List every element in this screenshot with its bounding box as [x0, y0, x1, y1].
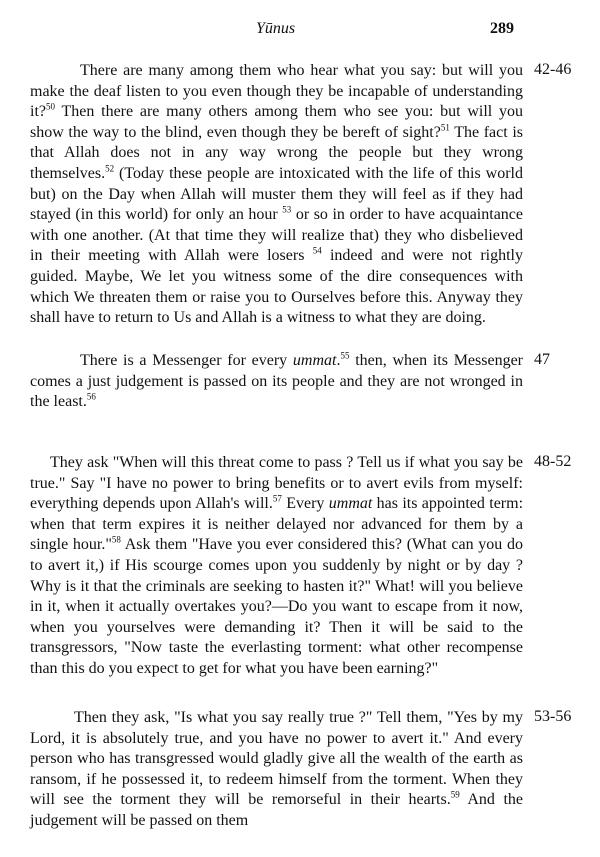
footnote-ref: 58 [111, 535, 121, 546]
text-run: And the judgement will be passed on them [30, 791, 523, 829]
paragraph-53-56 [30, 708, 523, 832]
text-run: indeed and were not rightly guided. Maybe, We let you witness some of the dire consequences with which We threaten them or raise you to Ourselves before this. Anyway they shall have to return to Us and Allah is a witness to what they are doing. [30, 247, 524, 327]
text-run: or so in order to have acquaintance with one another. (At that time they will realize that) they who disbelieved in their meeting with Allah were losers [30, 206, 524, 265]
text-run: Then there are many others among them who see you: but will you show the way to the blind, even though they be bereft of sight? [30, 103, 523, 141]
running-title: Yūnus [256, 20, 296, 37]
footnote-ref: 55 [340, 350, 350, 361]
footnote-ref: 57 [272, 493, 282, 504]
paragraph-47 [30, 351, 523, 413]
italic-term: ummat [328, 495, 373, 513]
verse-ref-47: 47 [534, 351, 550, 368]
text-run: Every [281, 495, 329, 513]
footnote-ref: 54 [312, 246, 322, 257]
footnote-ref: 50 [46, 101, 55, 112]
footnote-ref: 51 [440, 122, 450, 133]
italic-term: ummat [292, 352, 337, 369]
text-run: (Today these people are intoxicated with the life of this world but) on the Day when Allah will muster them they will feel as if they had stayed (in this world) for only an hour [30, 164, 523, 224]
text-run: The fact is that Allah does not in any way wrong the people but they wrong themselves. [30, 123, 524, 182]
paragraph-48-52 [30, 453, 523, 680]
page-header [0, 2, 600, 37]
footnote-ref: 59 [450, 790, 460, 801]
text-run: There is a Messenger for every [80, 352, 293, 369]
footnote-ref: 56 [86, 391, 96, 402]
paragraph-42-46 [30, 61, 523, 329]
verse-ref-42-46: 42-46 [534, 61, 572, 78]
text-run: Ask them "Have you ever considered this? (What can you do to avert it,) if His scourge comes upon you suddenly by night or by day ? Why is it that the criminals are seeking to hasten it?" What! will you believe in it, when it actually overtakes you?—Do you want to escape from it now, when you yourselves were demanding it? Then it will be said to the transgressors, "Now taste the everlasting torment: what other recompense than this do you expect to get for what you have been earning?" [30, 536, 523, 677]
text-run: Then they ask, "Is what you say really true ?" Tell them, "Yes by my Lord, it is absolutely true, and you have no power to avert it." And every person who has transgressed would gladly give all the wealth of the earth as ransom, if he possessed it, to redeem himself from the torment. When they will see the torment they will be remorseful in their hearts. [30, 709, 523, 809]
text-run: There are many among them who hear what you say: but will you make the deaf listen to you even though they be incapable of understanding it? [30, 62, 523, 121]
text-run: has its appointed term: when that term expires it is neither delayed nor advanced for them by a single hour." [30, 495, 524, 554]
footnote-ref: 53 [282, 204, 292, 215]
text-run: . [336, 352, 341, 369]
text-run: then, when its Messenger comes a just judgement is passed on its people and they are not wronged in the least. [30, 352, 524, 411]
page-number: 289 [490, 20, 514, 37]
verse-ref-53-56: 53-56 [534, 708, 572, 725]
text-run: They ask "When will this threat come to pass ? Tell us if what you say be true." Say "I have no power to bring benefits or to avert evils from myself: everything depends upon Allah's will. [30, 454, 523, 513]
footnote-ref: 52 [105, 163, 115, 174]
verse-ref-48-52: 48-52 [534, 453, 572, 470]
